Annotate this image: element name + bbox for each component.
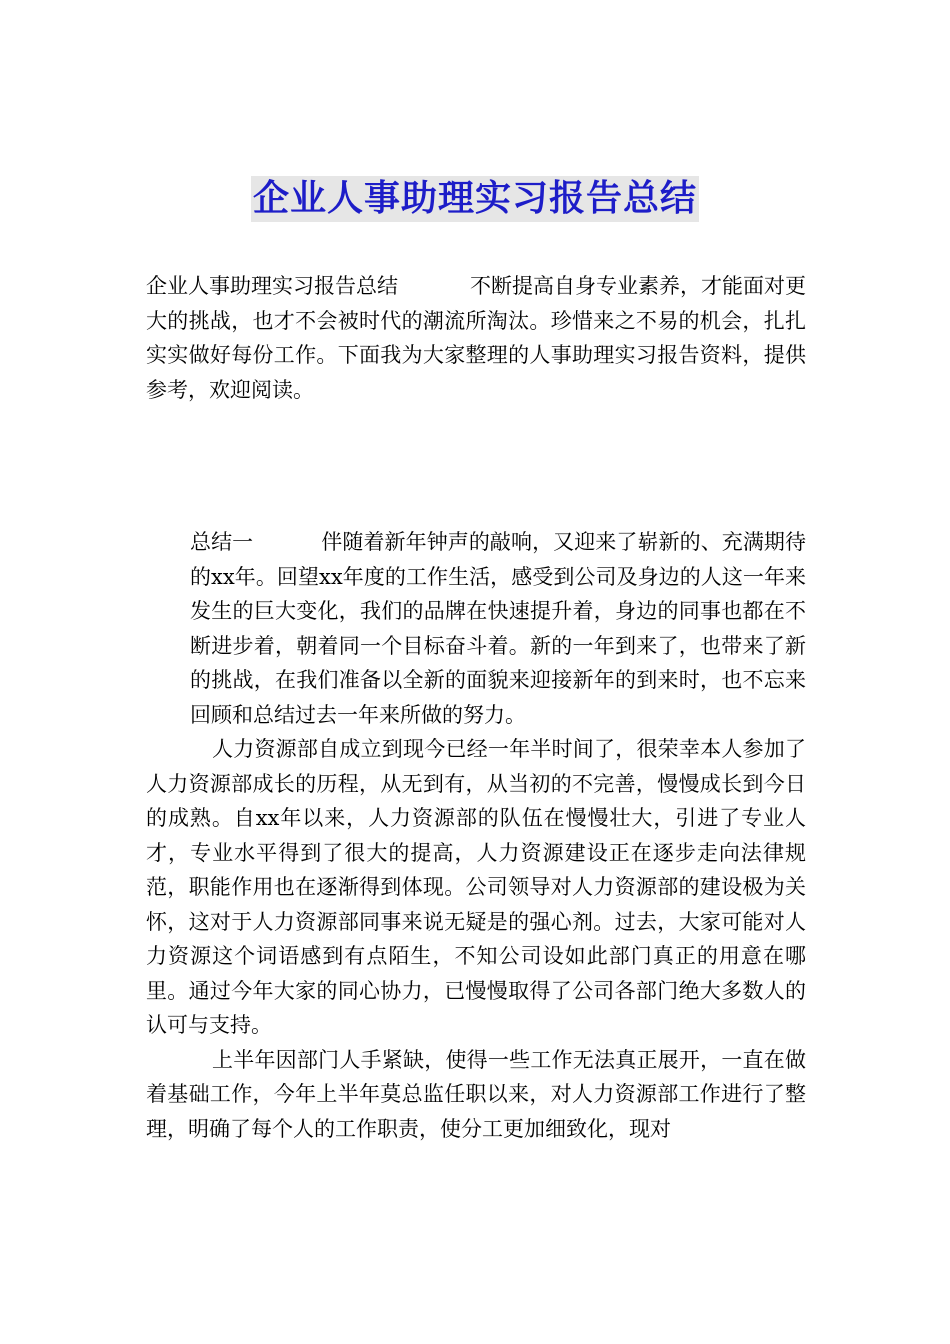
section-1-paragraph-1 (146, 525, 806, 732)
intro-paragraph (146, 269, 806, 407)
intro-text: 不断提高自身专业素养，才能面对更大的挑战，也才不会被时代的潮流所淘汰。珍惜来之不易的机会，扎扎实实做好每份工作。下面我为大家整理的人事助理实习报告资料，提供参考，欢迎阅读。 (146, 274, 806, 402)
section-1-paragraph-3: 上半年因部门人手紧缺，使得一些工作无法真正展开，一直在做着基础工作，今年上半年莫总监任职以来，对人力资源部工作进行了整理，明确了每个人的工作职责，使分工更加细致化，现对 (146, 1047, 806, 1141)
paragraph-text: 伴随着新年钟声的敲响，又迎来了崭新的、充满期待的xx年。回望xx年度的工作生活，感受到公司及身边的人这一年来发生的巨大变化，我们的品牌在快速提升着，身边的同事也都在不断进步着，朝着同一个目标奋斗着。新的一年到来了，也带来了新的挑战，在我们准备以全新的面貌来迎接新年的到来时，也不忘来回顾和总结过去一年来所做的努力。 (190, 530, 807, 727)
document-title: 企业人事助理实习报告总结 (251, 176, 699, 222)
section-heading: 总结一 (190, 530, 254, 554)
intro-block (146, 269, 806, 407)
intro-lead: 企业人事助理实习报告总结 (146, 274, 398, 298)
title-container (0, 176, 950, 222)
section-1-paragraph-2: 人力资源部自成立到现今已经一年半时间了，很荣幸本人参加了人力资源部成长的历程，从无到有，从当初的不完善，慢慢成长到今日的成熟。自xx年以来，人力资源部的队伍在慢慢壮大，引进了专业人才，专业水平得到了很大的提高，人力资源建设正在逐步走向法律规范，职能作用也在逐渐得到体现。公司领导对人力资源部的建设极为关怀，这对于人力资源部同事来说无疑是的强心剂。过去，大家可能对人力资源这个词语感到有点陌生，不知公司设如此部门真正的用意在哪里。通过今年大家的同心协力，已慢慢取得了公司各部门绝大多数人的认可与支持。 (146, 737, 806, 1037)
section-1 (146, 525, 806, 1146)
